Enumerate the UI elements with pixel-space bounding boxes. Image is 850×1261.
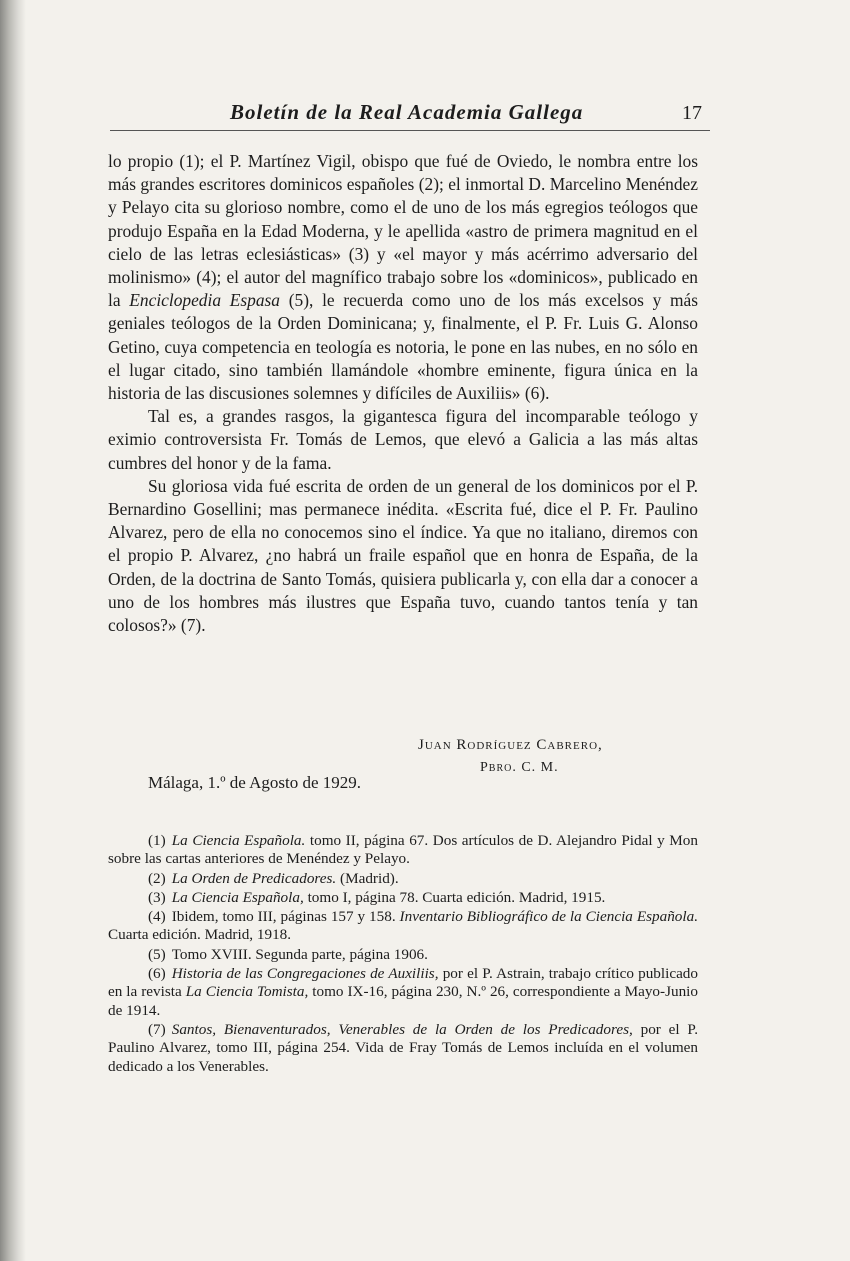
footnote-number: (1) <box>148 832 166 849</box>
footnote-number: (4) <box>148 908 166 926</box>
paragraph-1-italic: Enciclopedia Espasa <box>129 290 280 311</box>
footnote-number: (6) <box>148 965 166 983</box>
footnote-number: (2) <box>148 869 166 887</box>
footnote-text: tomo I, página 78. Cuarta edición. Madrid, 1915. <box>303 888 606 906</box>
footnote-text: por el P. Astrain, trabajo crítico publicado en la revista <box>108 965 698 1001</box>
footnote-text: Ibidem, tomo III, páginas 157 y 158. <box>171 908 400 926</box>
footnote-number: (5) <box>148 945 166 963</box>
footnote-italic: La Ciencia Española, <box>171 888 304 906</box>
footnote-text: Cuarta edición. Madrid, 1918. <box>108 926 292 944</box>
footnote-italic: La Ciencia Española. <box>171 832 306 849</box>
author-role: Pbro. C. M. <box>480 760 559 775</box>
page-number: 17 <box>682 102 702 124</box>
page-edge-shadow <box>0 0 26 1261</box>
footnote-text: tomo II, página 67. Dos artículos de D. Alejandro Pidal y Mon sobre las cartas anteriores de Menéndez y Pelayo. <box>108 832 698 868</box>
footnote-1 <box>108 832 698 869</box>
footnote-text: Tomo XVIII. Segunda parte, página 1906. <box>171 945 428 963</box>
footnote-italic: La Ciencia Tomista, <box>185 983 309 1001</box>
place-date: Málaga, 1.º de Agosto de 1929. <box>148 773 362 792</box>
footnote-4 <box>108 908 698 945</box>
footnote-italic: Inventario Bibliográfico de la Ciencia Española. <box>399 908 698 926</box>
footnote-text: (Madrid). <box>336 869 399 887</box>
footnote-text: tomo IX-16, página 230, N.º 26, correspondiente a Mayo-Junio de 1914. <box>108 983 698 1019</box>
footnotes <box>108 832 698 1077</box>
paragraph-2: Tal es, a grandes rasgos, la gigantesca figura del incomparable teólogo y eximio controversista Fr. Tomás de Lemos, que elevó a Galicia a las más altas cumbres del honor y de la fama. <box>108 406 698 473</box>
journal-title: Boletín de la Real Academia Gallega <box>230 100 584 124</box>
footnote-italic: La Orden de Predicadores. <box>171 869 337 887</box>
paragraph-1 <box>108 150 698 405</box>
footnote-number: (3) <box>148 888 166 906</box>
footnote-italic: Historia de las Congregaciones de Auxiliis, <box>171 965 439 983</box>
footnote-number: (7) <box>148 1020 166 1038</box>
footnote-6 <box>108 965 698 1020</box>
footnote-text: por el P. Paulino Alvarez, tomo III, página 254. Vida de Fray Tomás de Lemos incluída en el volumen dedicado a los Venerables. <box>108 1020 698 1075</box>
paragraph-1-part-b: (5), le recuerda como uno de los más excelsos y más geniales teólogos de la Orden Dominicana; y, finalmente, el P. Fr. Luis G. Alonso Getino, cuya competencia en teología es notoria, le pone en las nubes, en no sólo en el lugar citado, sino también llamándole «hombre eminente, figura única en la historia de las discusiones solemnes y difíciles de Auxiliis» (6). <box>108 290 699 404</box>
footnote-7 <box>108 1021 698 1076</box>
footnote-2 <box>108 870 698 888</box>
author-signature: Juan Rodríguez Cabrero, <box>418 737 603 753</box>
footnote-3 <box>108 889 698 907</box>
running-header <box>110 100 710 131</box>
footnote-italic: Santos, Bienaventurados, Venerables de la Orden de los Predicadores, <box>171 1020 633 1038</box>
paragraph-3: Su gloriosa vida fué escrita de orden de un general de los dominicos por el P. Bernardino Gosellini; mas permanece inédita. «Escrita fué, dice el P. Fr. Paulino Alvarez, pero de ella no conocemos sino el índice. Ya que no italiano, diremos con el propio P. Alvarez, ¿no habrá un fraile español que en honra de España, de la Orden, de la doctrina de Santo Tomás, quisiera publicarla y, con ella dar a conocer a uno de los hombres más ilustres que España tuvo, cuando tantos tenía y tan colosos?» (7). <box>108 475 698 636</box>
paragraph-1-part-a: lo propio (1); el P. Martínez Vigil, obispo que fué de Oviedo, le nombra entre los más grandes escritores dominicos españoles (2); el inmortal D. Marcelino Menéndez y Pelayo cita su glorioso nombre, como el de uno de los más egregios teólogos que produjo España en la Edad Moderna, y le apellida «astro de primera magnitud en el cielo de las letras eclesiásticas» (3) y «el mayor y más acérrimo adversario del molinismo» (4); el autor del magnífico trabajo sobre los «dominicos», publicado en la <box>108 151 698 311</box>
footnote-5 <box>108 946 698 964</box>
main-text <box>108 150 698 637</box>
